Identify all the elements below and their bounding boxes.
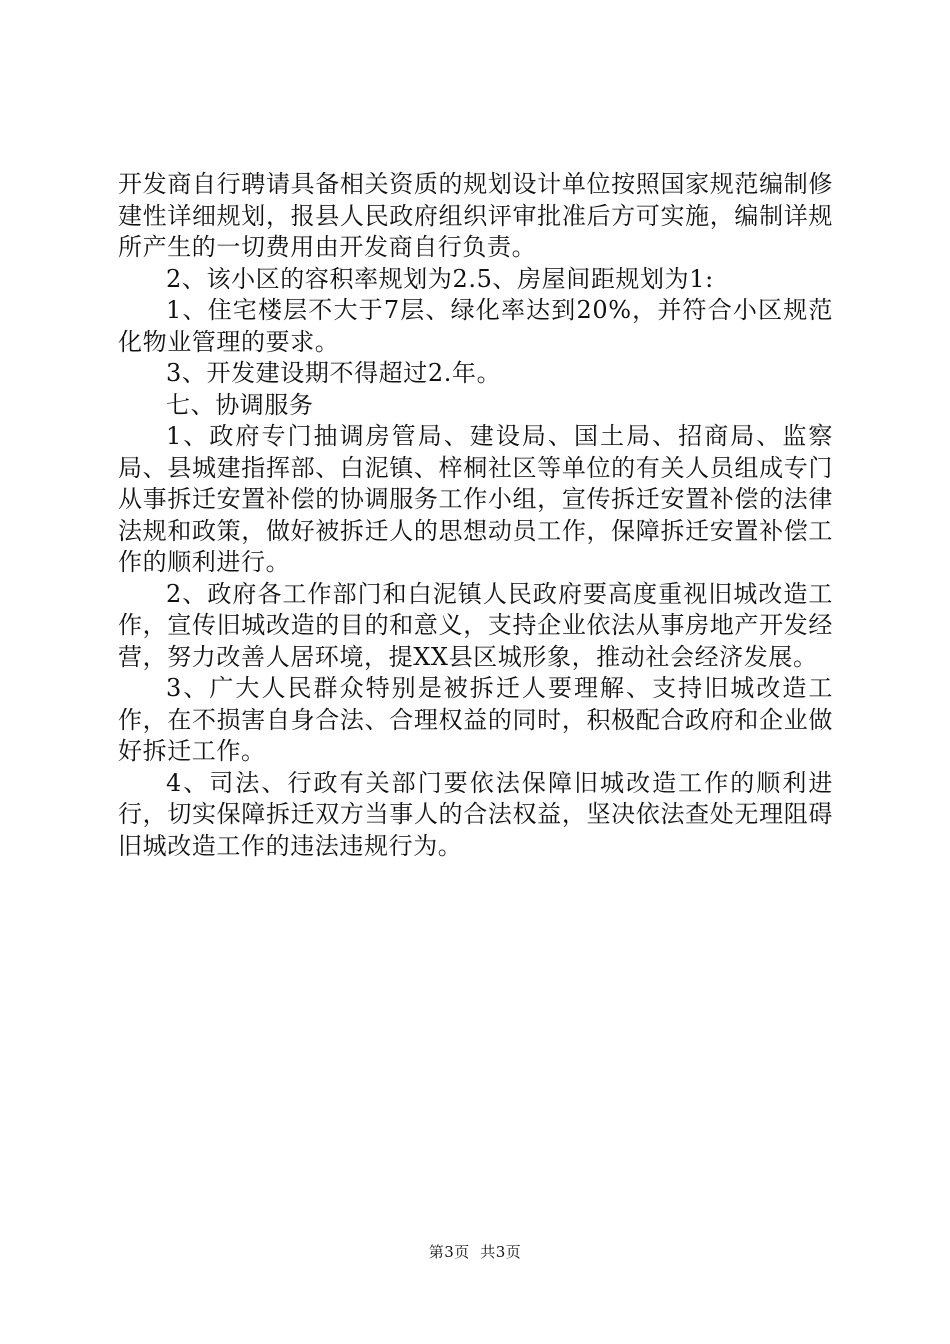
page-footer (0, 1242, 950, 1262)
paragraph-coordination-3: 3、广大人民群众特别是被拆迁人要理解、支持旧城改造工作，在不损害自身合法、合理权益的同时，积极配合政府和企业做好拆迁工作。 (118, 674, 833, 765)
paragraph-plot-ratio: 2、该小区的容积率规划为2.5、房屋间距规划为1: (166, 264, 714, 293)
document-body (118, 169, 833, 862)
paragraph-coordination-4: 4、司法、行政有关部门要依法保障旧城改造工作的顺利进行，切实保障拆迁双方当事人的合法权益，坚决依法查处无理阻碍旧城改造工作的违法违规行为。 (118, 768, 833, 860)
section-heading-coordination: 七、协调服务 (166, 390, 314, 419)
paragraph-floor-limit: 1、住宅楼层不大于7层、绿化率达到20%，并符合小区规范化物业管理的要求。 (118, 296, 833, 356)
paragraph-continuation: 开发商自行聘请具备相关资质的规划设计单位按照国家规范编制修建性详细规划，报县人民政府组织评审批准后方可实施，编制详规所产生的一切费用由开发商自行负责。 (118, 170, 833, 261)
paragraph-coordination-1: 1、政府专门抽调房管局、建设局、国土局、招商局、监察局、县城建指挥部、白泥镇、梓桐社区等单位的有关人员组成专门从事拆迁安置补偿的协调服务工作小组，宣传拆迁安置补偿的法律法规和政策，做好被拆迁人的思想动员工作，保障拆迁安置补偿工作的顺利进行。 (118, 422, 833, 576)
page-number-label: 第3页 共3页 (428, 1243, 522, 1261)
paragraph-construction-period: 3、开发建设期不得超过2.年。 (166, 359, 502, 387)
paragraph-coordination-2: 2、政府各工作部门和白泥镇人民政府要高度重视旧城改造工作，宣传旧城改造的目的和意义，支持企业依法从事房地产开发经营，努力改善人居环境，提XX县区城形象，推动社会经济发展。 (118, 579, 833, 671)
